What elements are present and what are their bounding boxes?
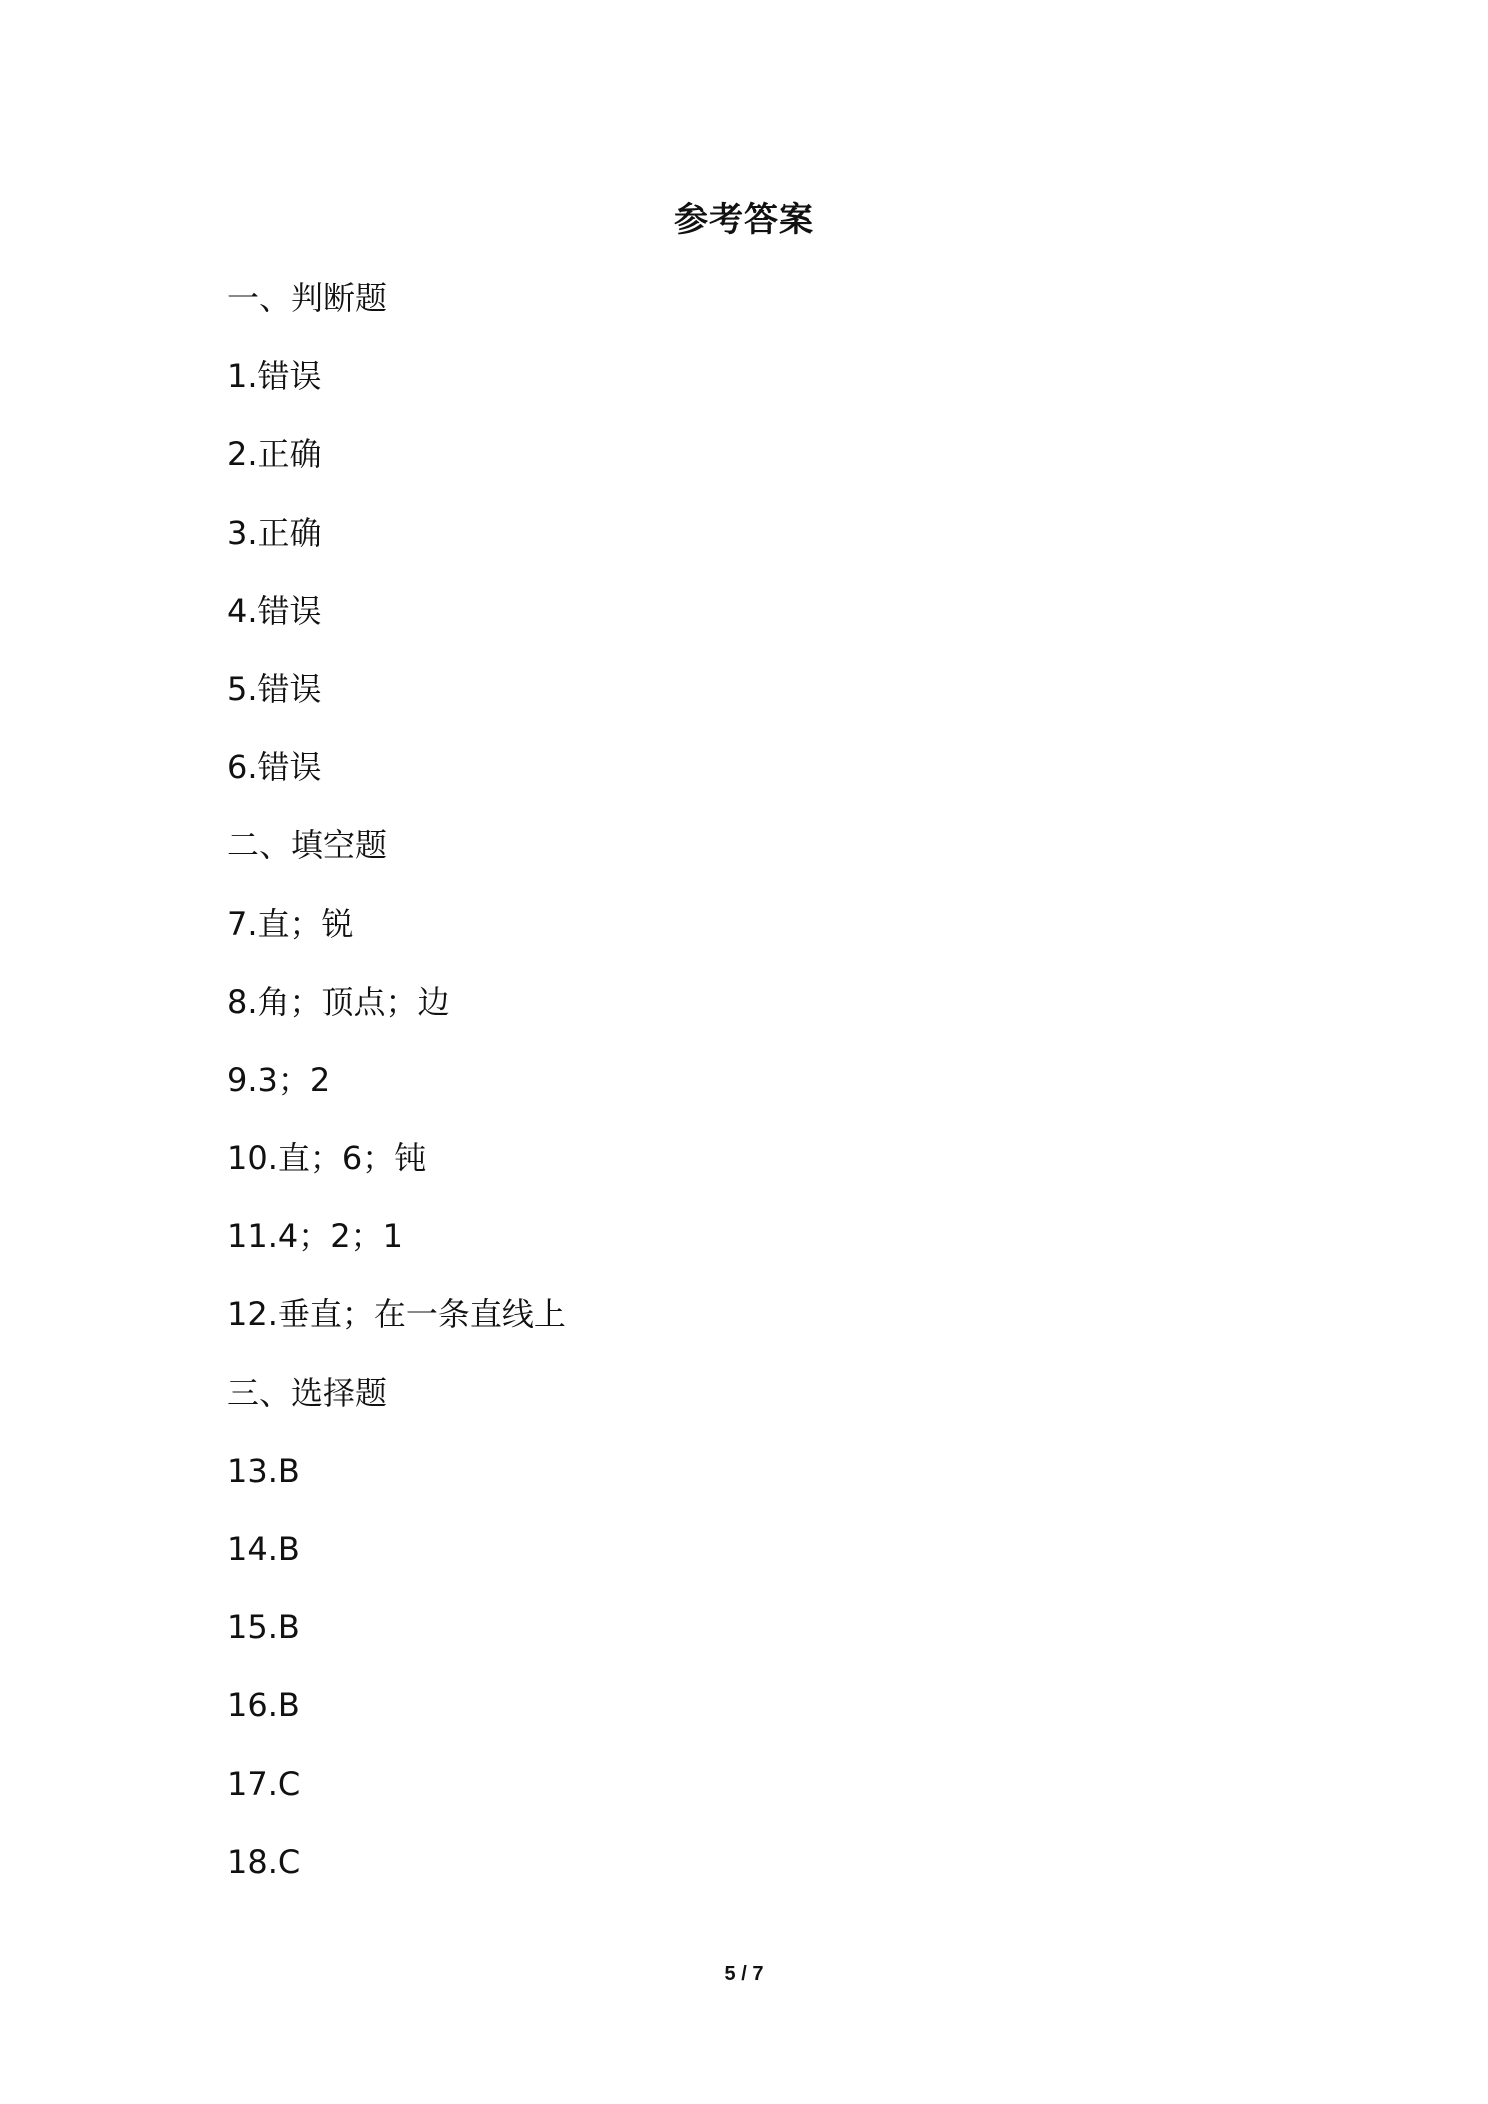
answer-line: 2.正确 <box>227 435 322 474</box>
section-heading-judgment: 一、判断题 <box>227 279 388 317</box>
answer-line: 11.4；2；1 <box>227 1217 403 1256</box>
answer-line: 17.C <box>227 1764 301 1803</box>
answer-line: 1.错误 <box>227 357 322 396</box>
answer-line: 10.直；6；钝 <box>227 1139 427 1178</box>
page-title: 参考答案 <box>674 200 814 240</box>
answer-line: 8.角；顶点；边 <box>227 982 450 1021</box>
answer-line: 4.错误 <box>227 591 322 630</box>
answer-line: 9.3；2 <box>227 1060 331 1099</box>
section-heading-multiple-choice: 三、选择题 <box>227 1373 388 1412</box>
answer-list <box>227 274 1327 1916</box>
section-heading-fill-in: 二、填空题 <box>227 826 388 865</box>
answer-line: 18.C <box>227 1842 301 1881</box>
answer-line: 15.B <box>227 1608 300 1647</box>
answer-line: 6.错误 <box>227 748 322 787</box>
answer-line: 3.正确 <box>227 513 322 552</box>
page-number: 5 / 7 <box>724 1963 764 1985</box>
answer-line: 12.垂直；在一条直线上 <box>227 1295 566 1334</box>
answer-line: 7.直；锐 <box>227 904 354 943</box>
answer-line: 14.B <box>227 1530 300 1568</box>
answer-line: 13.B <box>227 1451 300 1490</box>
answer-line: 16.B <box>227 1686 300 1725</box>
answer-line: 5.错误 <box>227 669 322 708</box>
